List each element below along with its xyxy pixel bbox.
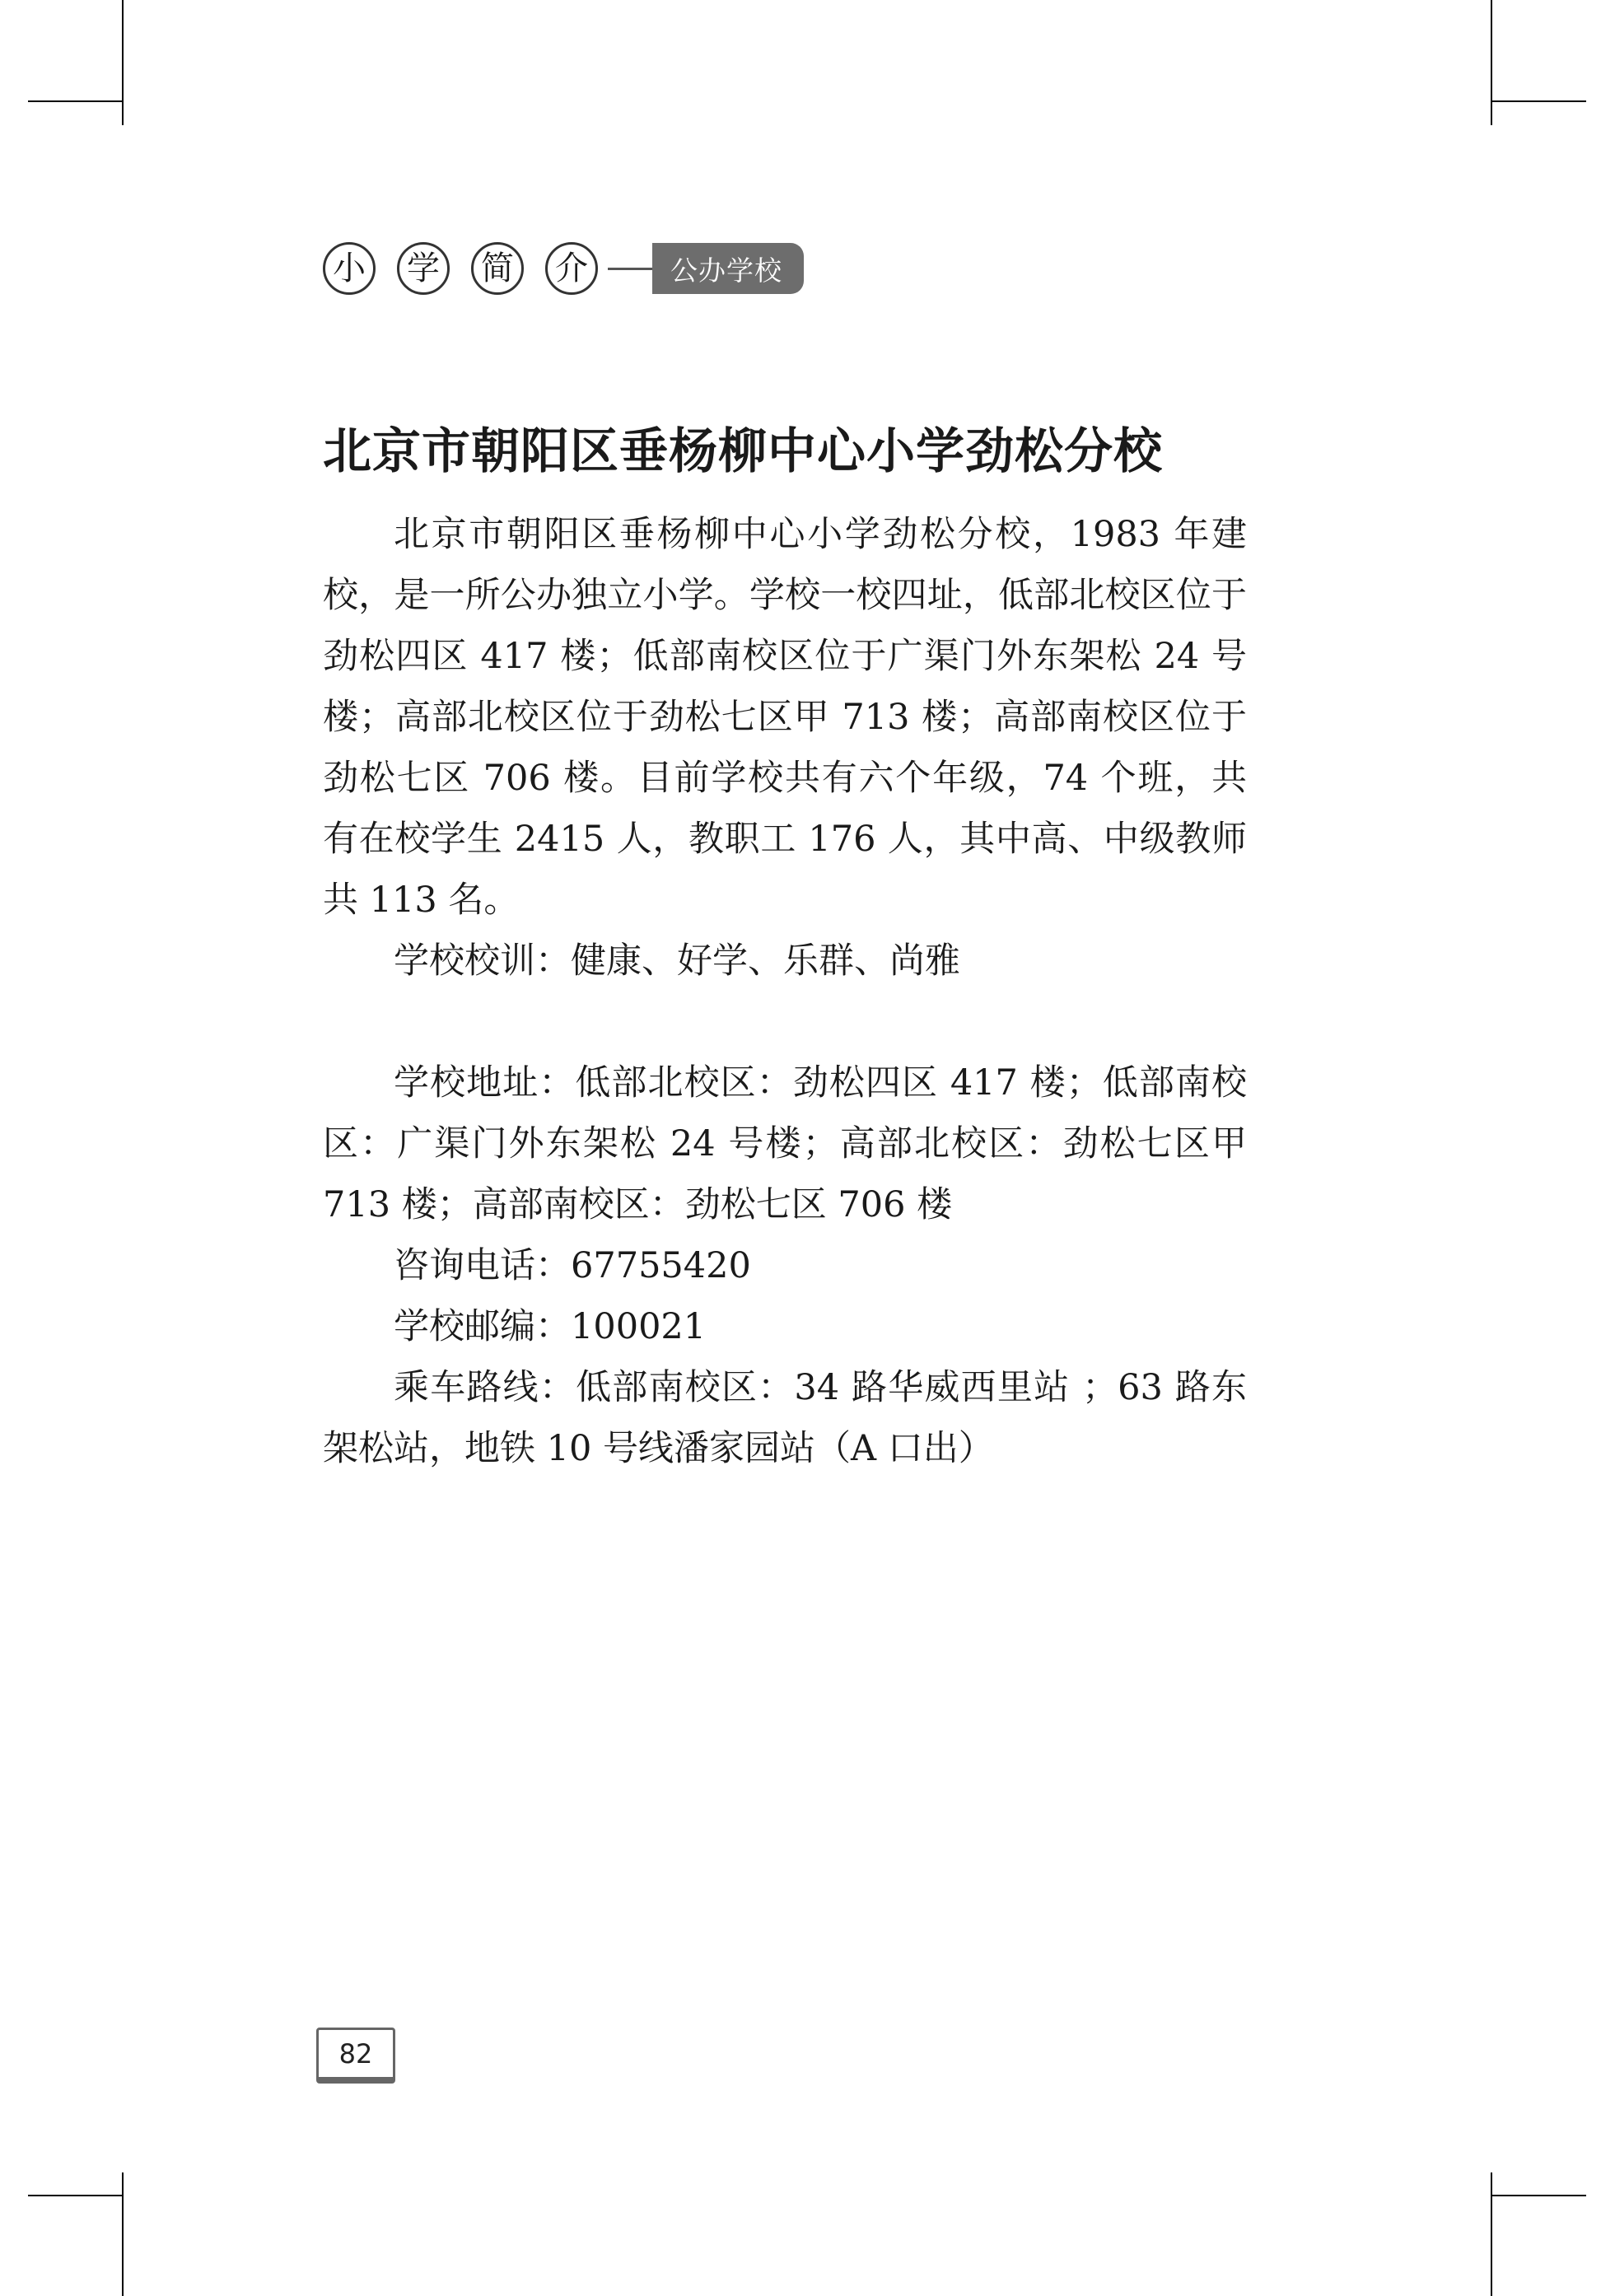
school-address: 学校地址：低部北校区：劲松四区 417 楼；低部南校区：广渠门外东架松 24 号楼；高部北校区：劲松七区甲 713 楼；高部南校区：劲松七区 706 楼: [323, 1062, 1247, 1225]
section-char: 简: [471, 242, 524, 295]
crop-mark-top-left-vertical: [122, 0, 124, 125]
section-char: 学: [397, 242, 450, 295]
crop-mark-bottom-left-horizontal: [28, 2195, 124, 2196]
crop-mark-top-right-horizontal: [1491, 100, 1586, 102]
crop-mark-top-left-horizontal: [28, 100, 124, 102]
crop-mark-top-right-vertical: [1491, 0, 1492, 125]
crop-mark-bottom-left-vertical: [122, 2172, 124, 2296]
category-tag: 公办学校: [652, 243, 804, 294]
contact-phone: 咨询电话：67755420: [394, 1245, 751, 1286]
header-connector-line: [608, 268, 652, 270]
postal-code: 学校邮编：100021: [394, 1306, 707, 1347]
transit-route: 乘车路线：低部南校区：34 路华威西里站 ；63 路东架松站，地铁 10 号线潘家园站（A 口出）: [323, 1367, 1247, 1469]
page-number: 82: [316, 2028, 395, 2084]
intro-paragraph: 北京市朝阳区垂杨柳中心小学劲松分校，1983 年建校，是一所公办独立小学。学校一校四址，低部北校区位于劲松四区 417 楼；低部南校区位于广渠门外东架松 24 号楼；高部北校区位于劲松七区甲 713 楼；高部南校区位于劲松七区 706 楼。目前学校共有六个年级，74 个班，共有在校学生 2415 人，教职工 176 人，其中高、中级教师共 113 名。: [323, 514, 1247, 921]
school-title: 北京市朝阳区垂杨柳中心小学劲松分校: [323, 422, 1164, 479]
crop-mark-bottom-right-horizontal: [1491, 2195, 1586, 2196]
section-char: 小: [323, 242, 376, 295]
crop-mark-bottom-right-vertical: [1491, 2172, 1492, 2296]
body-text: [323, 504, 1247, 1479]
section-header: [323, 240, 804, 296]
school-motto: 学校校训：健康、好学、乐群、尚雅: [394, 940, 960, 982]
section-char: 介: [545, 242, 598, 295]
